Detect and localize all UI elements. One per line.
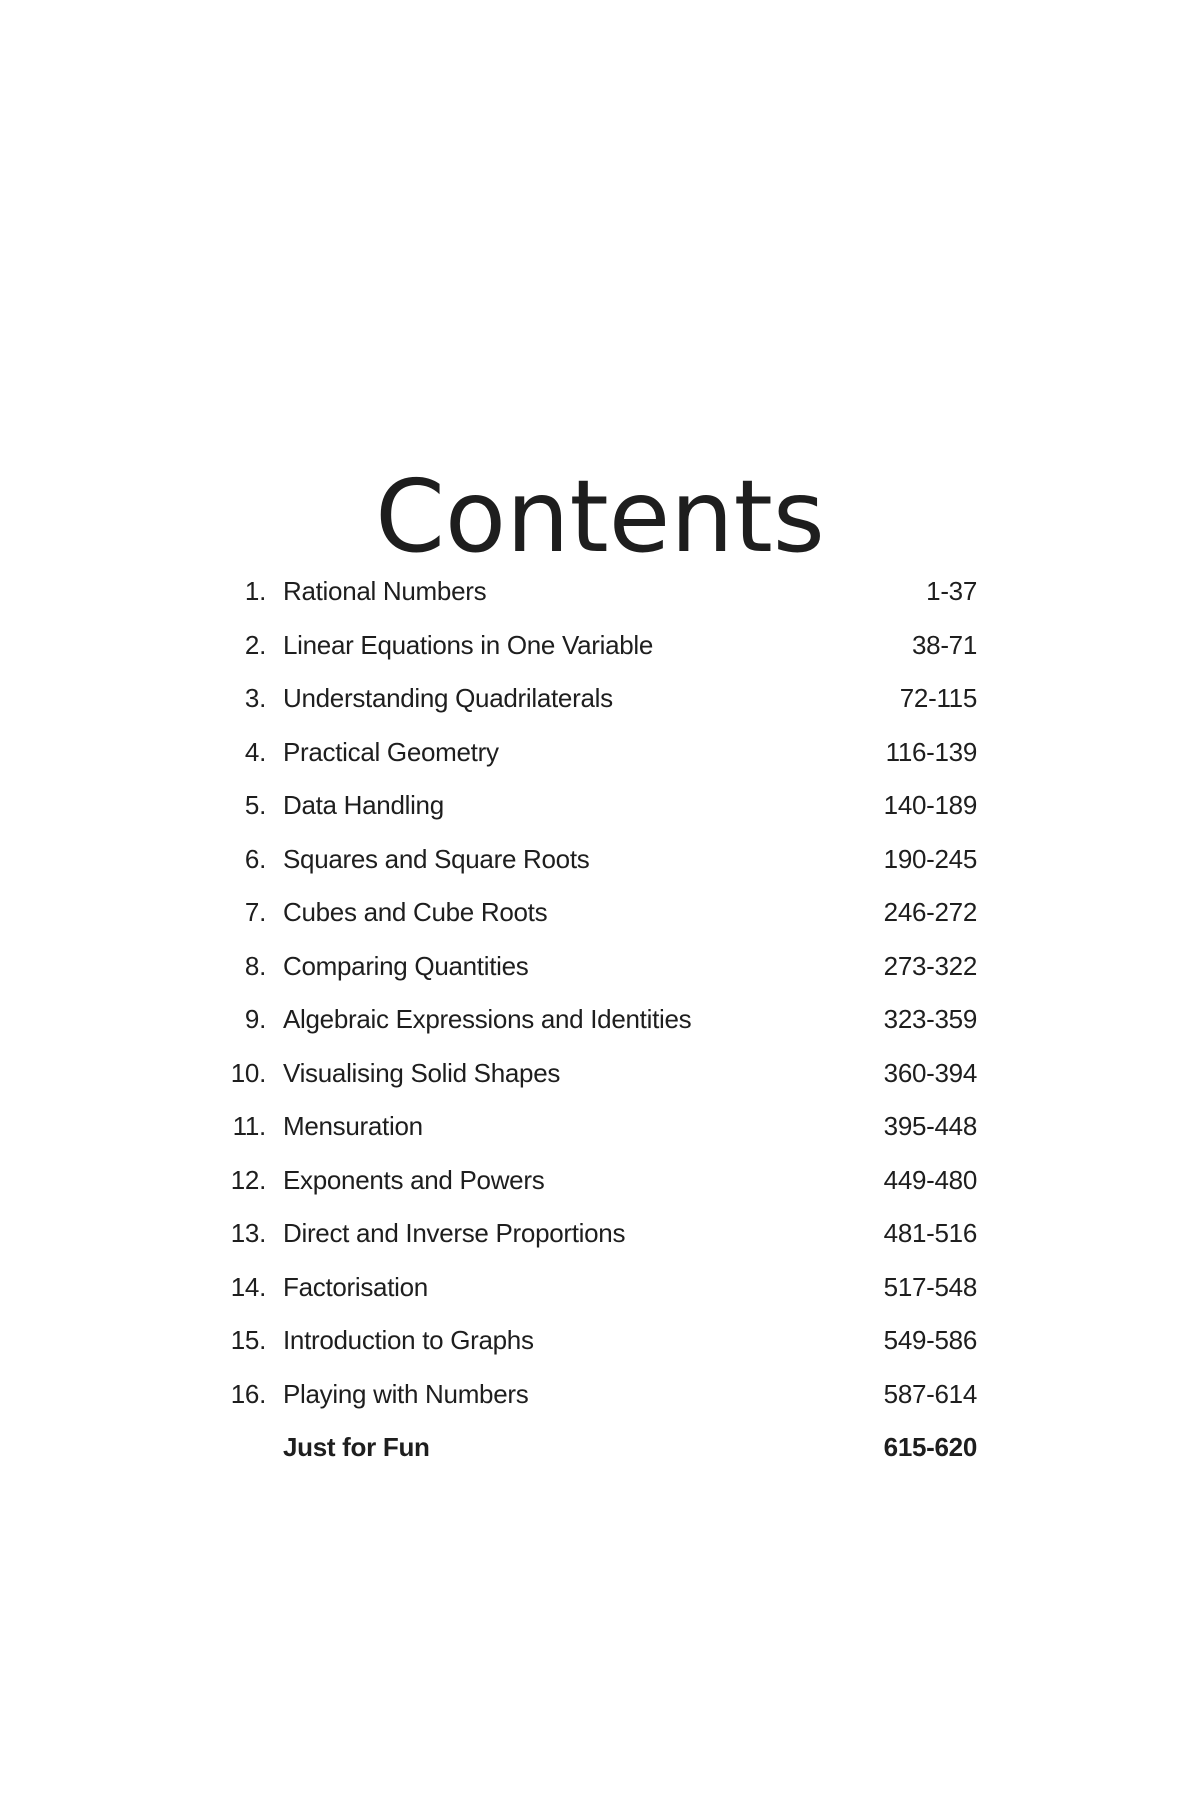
toc-entry xyxy=(220,940,977,994)
chapter-title: Direct and Inverse Proportions xyxy=(283,1218,626,1248)
page-range: 72-115 xyxy=(899,683,977,713)
page-range: 360-394 xyxy=(883,1057,977,1088)
toc-entry xyxy=(220,886,977,940)
toc-entry xyxy=(220,672,977,726)
page-range: 190-245 xyxy=(883,843,977,874)
chapter-number: 16. xyxy=(230,1378,266,1409)
chapter-title: Comparing Quantities xyxy=(283,950,529,981)
toc-entry xyxy=(220,1314,977,1368)
page-range: 1-37 xyxy=(926,576,977,606)
chapter-title: Visualising Solid Shapes xyxy=(283,1057,561,1088)
chapter-number: 2. xyxy=(244,629,266,660)
chapter-number: 12. xyxy=(230,1164,266,1195)
page-range: 38-71 xyxy=(912,629,977,660)
chapter-number: 6. xyxy=(244,843,266,874)
page-range: 323-359 xyxy=(883,1004,977,1034)
chapter-number: 1. xyxy=(244,576,266,606)
chapter-number: 10. xyxy=(230,1057,266,1088)
chapter-title: Exponents and Powers xyxy=(283,1164,545,1195)
chapter-number: 13. xyxy=(230,1218,266,1248)
chapter-title: Algebraic Expressions and Identities xyxy=(283,1004,692,1034)
chapter-number: 3. xyxy=(244,683,266,713)
chapter-number: 4. xyxy=(244,736,266,767)
chapter-title: Just for Fun xyxy=(283,1432,430,1462)
toc-entry xyxy=(220,1207,977,1261)
chapter-number: 15. xyxy=(230,1325,266,1355)
chapter-number: 14. xyxy=(230,1271,266,1302)
chapter-number: 9. xyxy=(244,1004,266,1034)
chapter-number: 7. xyxy=(244,897,266,927)
chapter-title: Understanding Quadrilaterals xyxy=(283,683,613,713)
page-range: 116-139 xyxy=(885,736,977,767)
chapter-number: 5. xyxy=(244,790,266,820)
page-range: 587-614 xyxy=(883,1378,977,1409)
table-of-contents xyxy=(220,565,977,1475)
toc-entry xyxy=(220,1261,977,1315)
toc-entry xyxy=(220,1154,977,1208)
chapter-number: 8. xyxy=(244,950,266,981)
toc-entry xyxy=(220,1421,977,1475)
chapter-title: Mensuration xyxy=(283,1111,423,1141)
chapter-title: Data Handling xyxy=(283,790,444,820)
page-range: 273-322 xyxy=(883,950,977,981)
page-range: 615-620 xyxy=(883,1432,977,1462)
chapter-title: Practical Geometry xyxy=(283,736,499,767)
toc-entry xyxy=(220,726,977,780)
chapter-number: 11. xyxy=(232,1111,266,1141)
page-range: 246-272 xyxy=(883,897,977,927)
chapter-title: Rational Numbers xyxy=(283,576,487,606)
toc-entry xyxy=(220,1047,977,1101)
page-title: Contents xyxy=(375,458,825,575)
toc-entry xyxy=(220,619,977,673)
chapter-title: Cubes and Cube Roots xyxy=(283,897,548,927)
page-range: 517-548 xyxy=(883,1271,977,1302)
toc-entry xyxy=(220,565,977,619)
page-range: 395-448 xyxy=(883,1111,977,1141)
toc-entry xyxy=(220,993,977,1047)
chapter-title: Factorisation xyxy=(283,1271,428,1302)
page-range: 140-189 xyxy=(883,790,977,820)
chapter-title: Playing with Numbers xyxy=(283,1378,529,1409)
toc-entry xyxy=(220,779,977,833)
toc-entry xyxy=(220,1100,977,1154)
toc-entry xyxy=(220,833,977,887)
chapter-title: Squares and Square Roots xyxy=(283,843,590,874)
chapter-title: Introduction to Graphs xyxy=(283,1325,534,1355)
page-range: 549-586 xyxy=(883,1325,977,1355)
page-range: 481-516 xyxy=(883,1218,977,1248)
toc-entry xyxy=(220,1368,977,1422)
page-range: 449-480 xyxy=(883,1164,977,1195)
chapter-title: Linear Equations in One Variable xyxy=(283,629,654,660)
